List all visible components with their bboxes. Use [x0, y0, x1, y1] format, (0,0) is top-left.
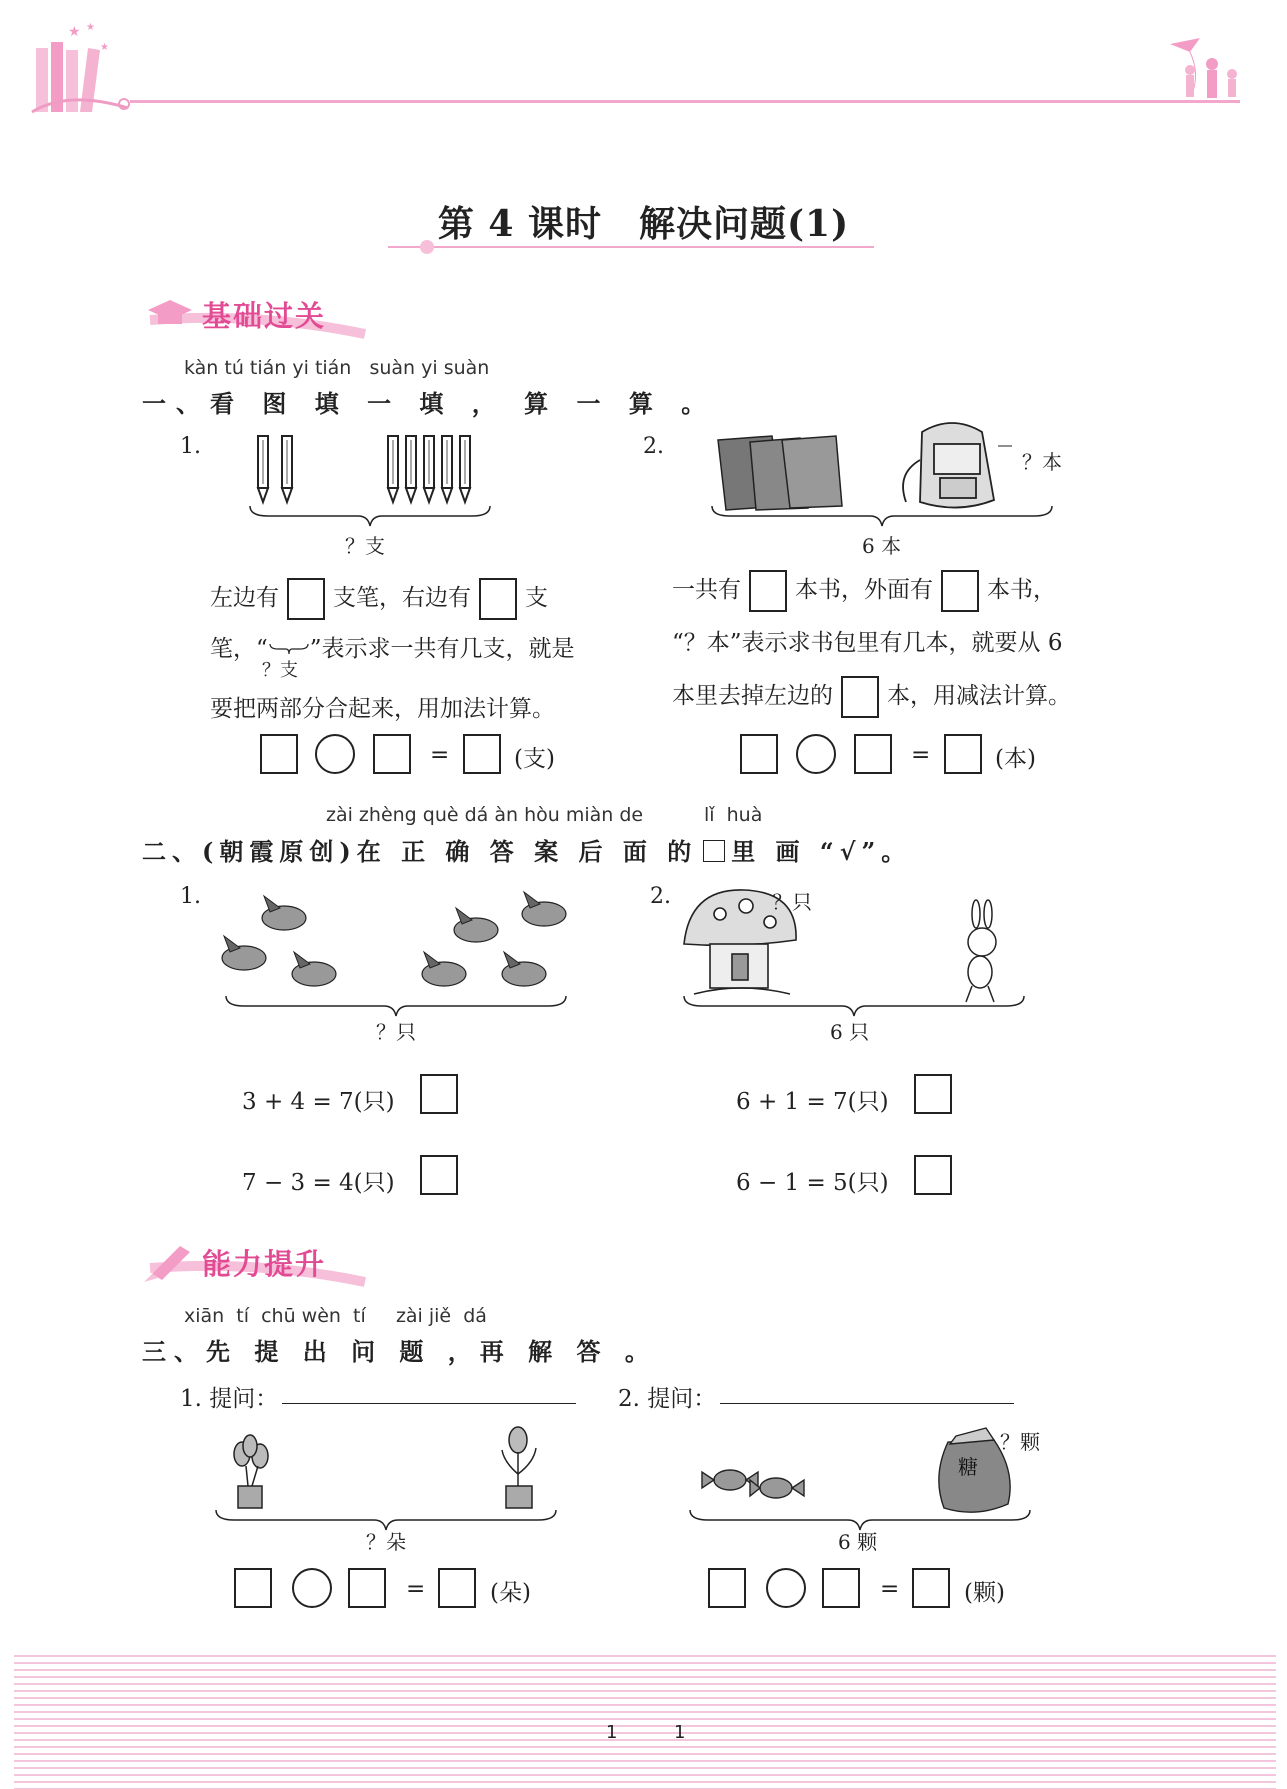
equals-sign: =: [406, 1576, 426, 1602]
operator-circle[interactable]: [766, 1568, 806, 1608]
q1-p1-line1: 左边有 支笔，右边有 支: [210, 578, 548, 620]
equation: 3 + 4 = 7(只): [242, 1089, 395, 1115]
brace-icon: [248, 504, 492, 528]
small-brace-label: ？支: [262, 660, 298, 681]
section-badge-basic: [140, 290, 370, 333]
question-heading: 一、看 图 填 一 填 ， 算 一 算 。: [142, 389, 716, 418]
brace-label: ？支: [345, 534, 385, 558]
answer-box[interactable]: [740, 734, 778, 774]
pinyin: xiān tí chū wèn tí zài jiě dá: [184, 1305, 487, 1327]
page-number: 1: [606, 1722, 618, 1743]
q1-p2-line1: 一共有 本书，外面有 本书，: [672, 570, 1056, 612]
answer-box[interactable]: [287, 578, 325, 620]
kids-kite-icon: [1160, 34, 1250, 114]
equation: 6 − 1 = 5(只): [736, 1170, 889, 1196]
problem-number: 2.: [650, 884, 671, 909]
question-answer-line[interactable]: [720, 1402, 1014, 1404]
answer-box[interactable]: [438, 1568, 476, 1608]
page-number: 1: [674, 1722, 686, 1743]
equation: 6 + 1 = 7(只): [736, 1089, 889, 1115]
brace-label: ？只: [376, 1020, 416, 1044]
question-heading: 三、先 提 出 问 题 ，再 解 答 。: [142, 1337, 657, 1366]
check-box[interactable]: [420, 1074, 458, 1114]
question-prompt-label: 2. 提问：: [618, 1386, 717, 1412]
footer-stripes: [14, 1655, 1276, 1789]
q1-p2-line3: 本里去掉左边的 本，用减法计算。: [672, 676, 1071, 718]
svg-text:★: ★: [86, 22, 95, 33]
answer-box[interactable]: [260, 734, 298, 774]
answer-box[interactable]: [479, 578, 517, 620]
brace-icon: [682, 994, 1026, 1018]
svg-text:★: ★: [68, 24, 81, 40]
brace-label: 6 只: [830, 1020, 870, 1044]
unit-label: (朵): [490, 1580, 531, 1606]
brace-icon: [710, 504, 1054, 528]
flowers-illustration: [224, 1426, 554, 1516]
answer-box[interactable]: [749, 570, 787, 612]
answer-box[interactable]: [841, 676, 879, 718]
checkbox-icon: [703, 840, 725, 862]
equation: 7 − 3 = 4(只): [242, 1170, 395, 1196]
brace-icon: [224, 994, 568, 1018]
page-title: 第 4 课时 解决问题(1): [437, 203, 850, 245]
answer-box[interactable]: [822, 1568, 860, 1608]
answer-box[interactable]: [854, 734, 892, 774]
section-title: 基础过关: [202, 299, 327, 333]
unit-label: (支): [514, 746, 555, 772]
books-logo-icon: [28, 20, 138, 120]
q1-p2-line2: “？本”表示求书包里有几本，就要从 6: [672, 630, 1063, 656]
top-label: ？颗: [1000, 1430, 1040, 1454]
answer-box[interactable]: [912, 1568, 950, 1608]
equals-sign: =: [430, 742, 450, 768]
birds-illustration: [214, 890, 584, 1000]
operator-circle[interactable]: [315, 734, 355, 774]
operator-circle[interactable]: [292, 1568, 332, 1608]
pencils-illustration: [250, 432, 490, 512]
top-label: ？只: [772, 890, 812, 914]
question-answer-line[interactable]: [282, 1402, 576, 1404]
answer-box[interactable]: [944, 734, 982, 774]
equals-sign: =: [911, 742, 931, 768]
brace-label: 6 颗: [838, 1530, 878, 1554]
answer-box[interactable]: [463, 734, 501, 774]
candies-bag-illustration: [694, 1422, 1030, 1518]
top-label: ？本: [1022, 450, 1062, 474]
pinyin: kàn tú tián yi tián suàn yi suàn: [184, 357, 490, 379]
section-title: 能力提升: [202, 1247, 327, 1281]
unit-label: (颗): [964, 1580, 1005, 1606]
answer-box[interactable]: [708, 1568, 746, 1608]
svg-text:★: ★: [100, 42, 109, 53]
pinyin: zài zhèng què dá àn hòu miàn de: [326, 804, 644, 826]
answer-box[interactable]: [234, 1568, 272, 1608]
books-backpack-illustration: [712, 410, 1052, 515]
check-box[interactable]: [914, 1074, 952, 1114]
pinyin: lǐ huà: [704, 804, 763, 826]
title-underline: [388, 246, 874, 248]
section-badge-advanced: [140, 1238, 370, 1281]
q1-p1-line2: 笔，“ ”表示求一共有几支，就是: [210, 636, 575, 662]
operator-circle[interactable]: [796, 734, 836, 774]
check-box[interactable]: [914, 1155, 952, 1195]
equals-sign: =: [880, 1576, 900, 1602]
answer-box[interactable]: [373, 734, 411, 774]
answer-box[interactable]: [941, 570, 979, 612]
mushroom-rabbit-illustration: [680, 878, 1020, 1004]
brace-label: 6 本: [862, 534, 902, 558]
problem-number: 2.: [643, 434, 664, 459]
unit-label: (本): [995, 746, 1036, 772]
question-prompt-label: 1. 提问：: [180, 1386, 279, 1412]
check-box[interactable]: [420, 1155, 458, 1195]
question-heading: 二、(朝霞原创)在 正 确 答 案 后 面 的 里 画 “√”。: [142, 837, 912, 866]
header-rule: [130, 100, 1240, 103]
brace-label: ？朵: [366, 1530, 406, 1554]
q1-p1-line3: 要把两部分合起来，用加法计算。: [210, 696, 555, 722]
problem-number: 1.: [180, 434, 201, 459]
title-dot: [420, 240, 434, 254]
problem-number: 1.: [180, 884, 201, 909]
answer-box[interactable]: [348, 1568, 386, 1608]
candy-bag-label: 糖: [958, 1455, 978, 1479]
